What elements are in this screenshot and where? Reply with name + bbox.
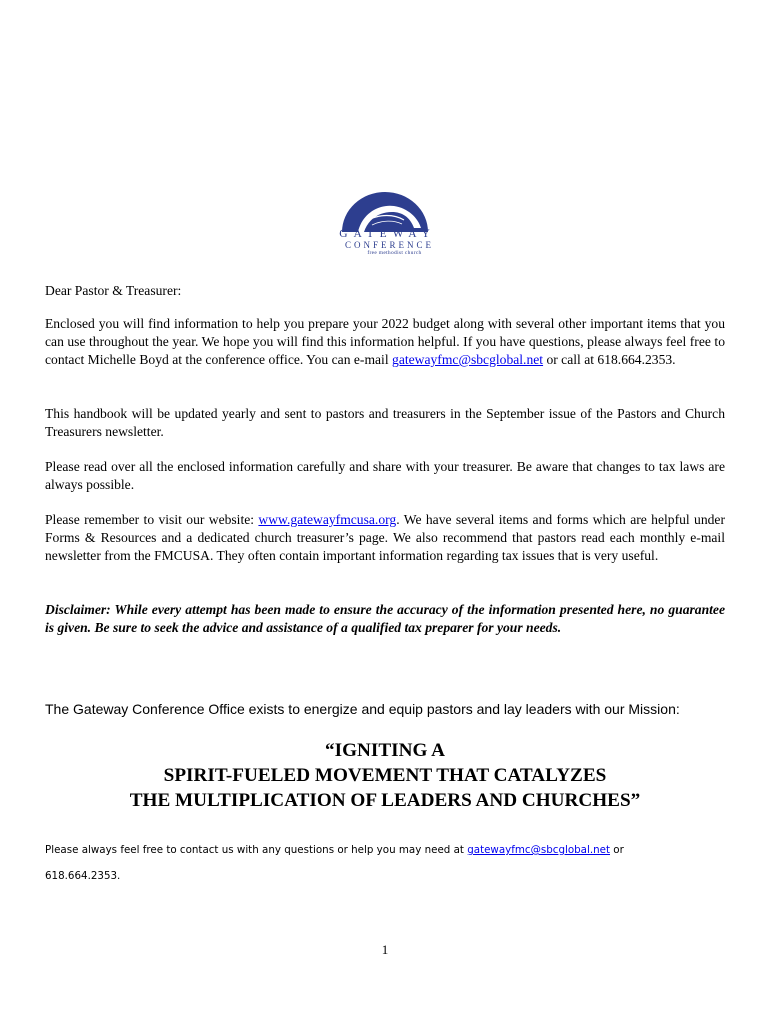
intro-tail: or call at 618.664.2353.	[543, 352, 676, 367]
logo-line-church: free methodist church	[367, 250, 422, 256]
contact-phone: 618.664.2353.	[45, 870, 121, 882]
website-paragraph	[45, 511, 725, 565]
contact-text: Please always feel free to contact us with any questions or help you may need at	[45, 844, 468, 856]
mission-intro: The Gateway Conference Office exists to energize and equip pastors and lay leaders with our Mission:	[45, 701, 680, 717]
contact-tail: or	[610, 844, 624, 856]
logo-line-conference: CONFERENCE	[344, 240, 434, 250]
intro-paragraph	[45, 315, 725, 369]
disclaimer-paragraph: Disclaimer: While every attempt has been made to ensure the accuracy of the information presented here, no guarantee is given. Be sure to seek the advice and assistance of a qualified tax preparer for your needs.	[45, 602, 725, 635]
mission-statement	[45, 738, 725, 813]
salutation: Dear Pastor & Treasurer:	[45, 283, 182, 298]
email-link[interactable]: gatewayfmc@sbcglobal.net	[392, 352, 544, 367]
tax-laws-paragraph: Please read over all the enclosed information carefully and share with your treasurer. Be aware that changes to tax laws are always possible.	[45, 459, 725, 492]
website-link[interactable]: www.gatewayfmcusa.org	[258, 512, 397, 527]
mission-line-3: THE MULTIPLICATION OF LEADERS AND CHURCHES”	[129, 790, 641, 811]
handbook-paragraph: This handbook will be updated yearly and sent to pastors and treasurers in the September issue of the Pastors and Church Treasurers newsletter.	[45, 406, 725, 439]
website-lead: Please remember to visit our website:	[45, 512, 259, 527]
contact-email-link[interactable]: gatewayfmc@sbcglobal.net	[467, 844, 611, 856]
contact-paragraph	[45, 837, 725, 889]
gateway-conference-logo	[328, 190, 443, 265]
mission-line-1: “IGNITING A	[325, 740, 445, 761]
page-number: 1	[381, 942, 389, 957]
logo-line-gateway: GATEWAY	[339, 228, 436, 240]
mission-line-2: SPIRIT-FUELED MOVEMENT THAT CATALYZES	[163, 765, 607, 786]
intro-text: Enclosed you will find information to help you prepare your 2022 budget along with several other important items that you can use throughout the year. We hope you will find this information helpful. If you have questions, please always feel free to contact Michelle Boyd at the conference office. You can e-mail	[45, 316, 725, 367]
website-tail: . We have several items and forms which are helpful under Forms & Resources and a dedicated church treasurer’s page. We also recommend that pastors read each monthly e-mail newsletter from the FMCUSA. They often contain important information regarding tax issues that is very useful.	[45, 512, 725, 563]
